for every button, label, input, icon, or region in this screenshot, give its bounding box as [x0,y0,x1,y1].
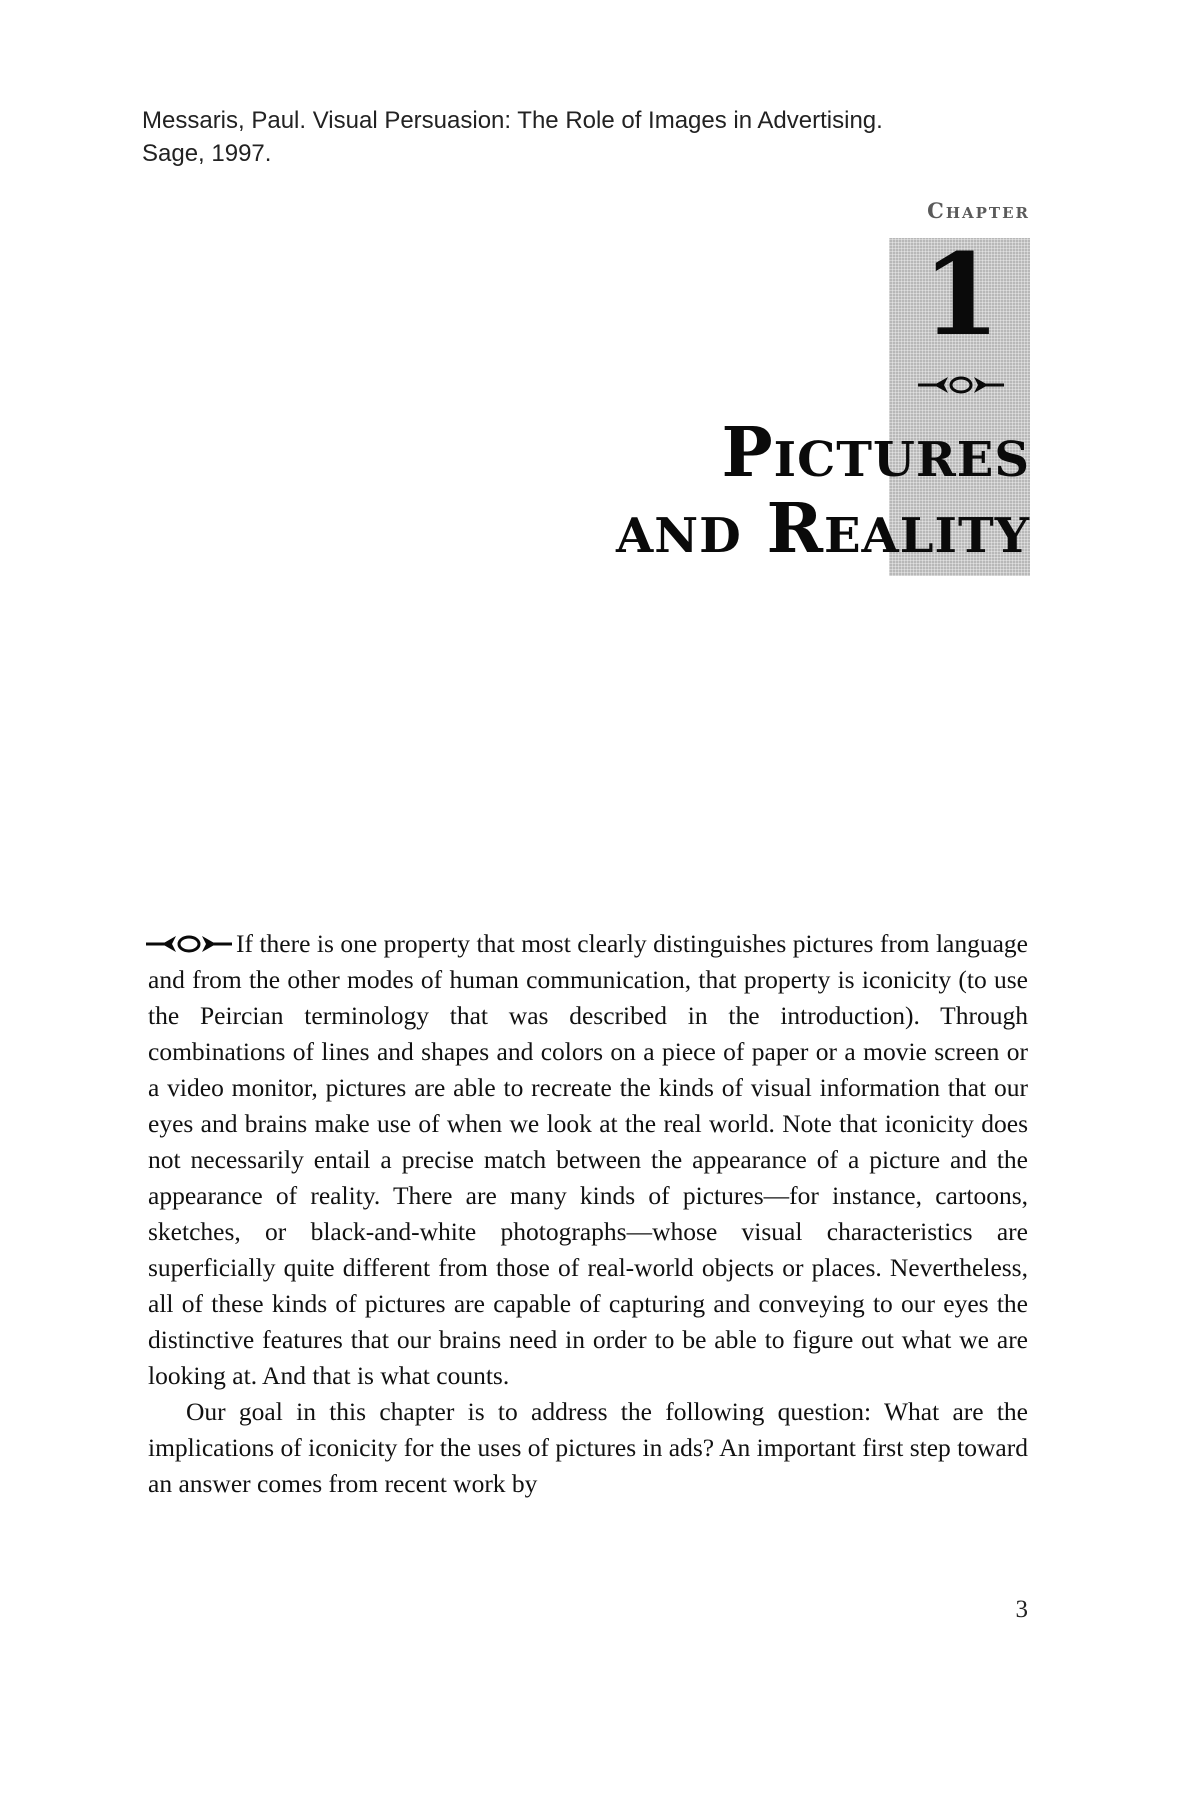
chapter-title-line-2: and Reality [616,489,1030,569]
arrow-circle-ornament-icon [918,374,1004,396]
chapter-label: Chapter [927,198,1030,223]
body-text [148,926,1028,1502]
chapter-title-line-1: Pictures [721,413,1030,493]
paragraph-1: If there is one property that most clearly distinguishes pictures from language and from the other modes of human communication, that property is iconicity (to use the Peircian terminology that was described in the introduction). Through combinations of lines and shapes and colors on a piece of paper or a movie screen or a video monitor, pictures are able to recreate the kinds of visual information that our eyes and brains make use of when we look at the real world. Note that iconicity does not necessarily entail a precise match between the appearance of a picture and the appearance of reality. There are many kinds of pictures—for instance, cartoons, sketches, or black-and-white photographs—whose visual characteristics are superficially quite different from those of real-world objects or places. Nevertheless, all of these kinds of pictures are capable of capturing and conveying to our eyes the distinctive features that our brains need in order to be able to figure out what we are looking at. And that is what counts. [148,929,1028,1390]
paragraph-2: Our goal in this chapter is to address the following question: What are the implications of iconicity for the uses of pictures in ads? An important first step toward an answer comes from recent work by [148,1397,1028,1498]
chapter-number: 1 [922,230,1000,361]
citation-line-1: Messaris, Paul. Visual Persuasion: The Role of Images in Advertising. [142,107,883,134]
citation-line-2: Sage, 1997. [142,140,272,167]
chapter-title [410,415,1030,567]
page-number: 3 [1015,1596,1028,1623]
citation [142,104,1082,170]
